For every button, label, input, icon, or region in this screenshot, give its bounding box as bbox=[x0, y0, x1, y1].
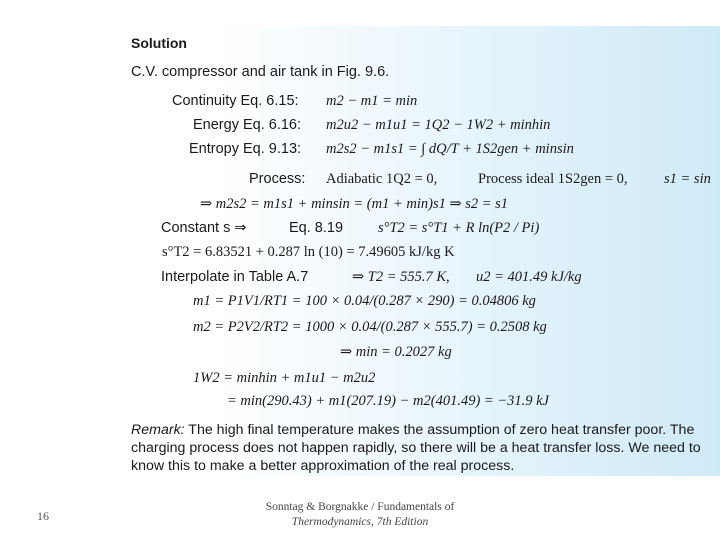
citation-line-2: Thermodynamics, 7th Edition bbox=[291, 516, 429, 528]
footer-citation bbox=[230, 500, 490, 530]
work-result: = min(290.43) + m1(207.19) − m2(401.49) = −31.9 kJ bbox=[227, 393, 549, 409]
remark-label: Remark: bbox=[131, 422, 185, 438]
process-label: Process: bbox=[249, 171, 306, 187]
citation-line-1: Sonntag & Borgnakke / Fundamentals of bbox=[265, 501, 455, 513]
process-entropy-equal: s1 = sin bbox=[664, 171, 711, 187]
temperature-result: ⇒ T2 = 555.7 K, bbox=[352, 269, 450, 285]
solution-heading: Solution bbox=[131, 35, 187, 51]
constant-s-label: Constant s ⇒ bbox=[161, 220, 247, 236]
work-equation: 1W2 = minhin + m1u1 − m2u2 bbox=[193, 370, 376, 386]
mass-in-result: ⇒ min = 0.2027 kg bbox=[340, 344, 452, 360]
eq-8-19: Eq. 8.19 bbox=[289, 220, 344, 236]
entropy-label: Entropy Eq. 9.13: bbox=[189, 141, 302, 157]
interpolate-label: Interpolate in Table A.7 bbox=[161, 269, 309, 285]
continuity-equation: m2 − m1 = min bbox=[326, 93, 418, 109]
standard-entropy-value: s°T2 = 6.83521 + 0.287 ln (10) = 7.49605 kJ/kg K bbox=[162, 244, 455, 260]
process-adiabatic: Adiabatic 1Q2 = 0, bbox=[326, 171, 438, 187]
intro-line: C.V. compressor and air tank in Fig. 9.6. bbox=[131, 64, 390, 80]
remark-text: The high final temperature makes the assumption of zero heat transfer poor. The charging process does not happen rapidly, so there will be a heat transfer loss. We need to know this to make a better approximation of the real process. bbox=[131, 422, 701, 474]
entropy-equation: m2s2 − m1s1 = ∫ dQ/T + 1S2gen + minsin bbox=[326, 141, 574, 157]
remark-paragraph bbox=[131, 421, 716, 475]
internal-energy-result: u2 = 401.49 kJ/kg bbox=[476, 269, 582, 285]
continuity-label: Continuity Eq. 6.15: bbox=[172, 93, 299, 109]
mass-2-equation: m2 = P2V2/RT2 = 1000 × 0.04/(0.287 × 555.7) = 0.2508 kg bbox=[193, 319, 547, 335]
entropy-result: ⇒ m2s2 = m1s1 + minsin = (m1 + min)s1 ⇒ s2 = s1 bbox=[200, 196, 509, 212]
energy-equation: m2u2 − m1u1 = 1Q2 − 1W2 + minhin bbox=[326, 117, 551, 133]
mass-1-equation: m1 = P1V1/RT1 = 100 × 0.04/(0.287 × 290) = 0.04806 kg bbox=[193, 293, 536, 309]
standard-entropy-equation: s°T2 = s°T1 + R ln(P2 / Pi) bbox=[378, 220, 540, 236]
page-number: 16 bbox=[37, 509, 49, 523]
process-ideal: Process ideal 1S2gen = 0, bbox=[478, 171, 628, 187]
energy-label: Energy Eq. 6.16: bbox=[193, 117, 302, 133]
